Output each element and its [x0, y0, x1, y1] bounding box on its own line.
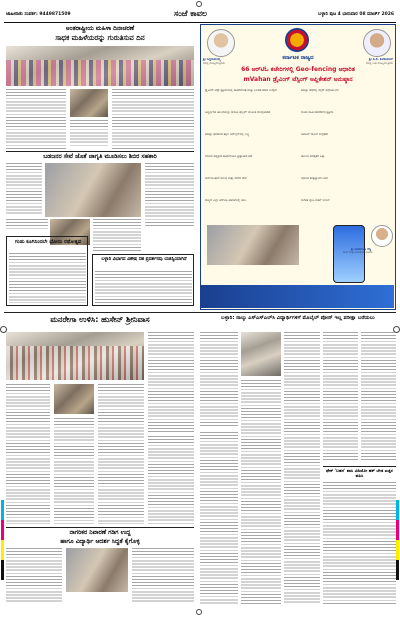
registration-mark-top [196, 1, 202, 7]
dcm-role: ಮಾನ್ಯ ಉಪ ಮುಖ್ಯಮಂತ್ರಿಗಳು [365, 61, 393, 65]
bottom-left-headline-1: ನಾಗರಿಕರ ನಿವಾರಣೆ ಗಡಿಗ ಉದ್ದ [69, 529, 131, 536]
mid-left-headline: ಬಡಜನರ ಸೇವೆ ಜೊತೆ ಜಾಗೃತಿ ಮೂಡಿಸಲು ಶಿಬಿರ ಸಹಕಾರಿ [43, 153, 157, 160]
sslc-text-col1 [200, 332, 238, 428]
divider-bottom-left [6, 527, 194, 528]
registration-mark-bottom [196, 609, 202, 615]
header-date: ಬಳ್ಳಾರಿ ಪುಟ 4 ಭಾನುವಾರ 08 ಮಾರ್ಚ್ 2026 [318, 12, 394, 17]
divider [6, 151, 194, 152]
mnrega-text-col2 [54, 418, 94, 524]
mnrega-text-col1 [6, 384, 50, 524]
ad-point: ಮಾನವ ಹಸ್ತಕ್ಷೇಪ ಕಡಿಮೆಗೊಳಿಸಿ ಭ್ರಷ್ಟಾಚಾರ ತಡೆ [205, 155, 252, 158]
ad-title-line2: mVahan ಡ್ರೈವಿಂಗ್ ಟೆಸ್ಟಿಂಗ್ ಅಪ್ಲಿಕೇಶನ್ ಅನುಷ್ಠಾನ [243, 76, 353, 83]
ad-point: ಚಾಲನಾ ಸುರಕ್ಷತೆಗೆ ಒತ್ತು [301, 155, 325, 158]
ballari-box-headline: ಬಳ್ಳಾರಿ ವಿಭಾಗದ ವಿಶೇಷ ಸಹ ಪ್ರದರ್ಶನವು ಯಶಸ್ವಿಯಾಗಿದೆ [101, 257, 187, 262]
cm-name: ಶ್ರೀ ಸಿದ್ದರಾಮಯ್ಯ [203, 57, 221, 61]
top-left-headline-1: ಅಂತರಾಷ್ಟ್ರೀಯ ಮಹಿಳಾ ದಿನಾಚರಣೆ [65, 25, 135, 32]
header-ad-contact: ಜಾಹೀರಾತು ಸಂಪರ್ಕ: 9449871509 [6, 12, 71, 17]
ad-point: ಆಧುನಿಕ ತಂತ್ರಜ್ಞಾನದ ಬಳಕೆ [301, 177, 328, 180]
ad-point: ಪರೀಕ್ಷಾ ಪಥದಲ್ಲಿ ಸೆನ್ಸರ್ ಆಧಾರಿತ ನಿಗಾ [301, 89, 339, 92]
ad-point: ಪರೀಕ್ಷಾ ಫಲಿತಾಂಶ ತಕ್ಷಣ ಆನ್‌ಲೈನ್‌ನಲ್ಲಿ ಲಭ್ಯ [205, 133, 250, 136]
sslc-list-col4 [323, 332, 358, 462]
women-day-text-col3 [112, 89, 194, 149]
cm-portrait [207, 29, 235, 57]
ad-point: ರಾಜ್ಯದ ಎಲ್ಲಾ ಆರ್‌ಟಿಓ ಕಚೇರಿಗಳಲ್ಲಿ ಜಾರಿ [205, 199, 246, 202]
ad-state-title: ಕರ್ನಾಟಕ ರಾಜ್ಯದ [282, 55, 314, 61]
mid-left-text-col1 [6, 163, 42, 215]
band-right-headline: ಬಳ್ಳಾರಿ: ನಾಲ್ಕು ಎಸ್‌ಎಸ್‌ಎಲ್‌ಸಿ ವಿದ್ಯಾರ್ಥಿಗಳಿಗೆ ಮೊಬೈಲ್ ಪೋನ್ ಇಲ್ಲ ಪರೀಕ್ಷಾ ಬರೆಯಲು [221, 315, 375, 321]
women-day-inset-photo [70, 89, 108, 117]
ad-title-line1: 66 ಆರ್‌ಟಿಓ ಕಚೇರಿಗಳಲ್ಲಿ Geo-fencing ಆಧಾರಿತ [241, 66, 355, 73]
rathotsava-text [9, 253, 86, 303]
masthead: ಸಂಜೆ ಕಾವಲ [174, 8, 208, 18]
band-rule [4, 312, 396, 313]
minister-role: ಸಾರಿಗೆ ಮತ್ತು ಮುಜರಾಯಿ ಸಚಿವರು [343, 251, 373, 254]
ad-points-right [301, 89, 391, 221]
mnrega-inset-photo [54, 384, 94, 414]
sslc-list-col5 [361, 332, 396, 462]
ad-rto-photo [207, 225, 299, 265]
cmyk-strip-right [396, 500, 399, 580]
mnrega-photo-people [6, 346, 144, 380]
band-left-headline: ಮನರೇಗಾ ಉಳಿಸಿ: ಹುಸೇನ್ ಶ್ರೀನಿವಾಸ [50, 315, 150, 324]
bottom-left-headline-2: ಹಾಗೂ ವಿದ್ಯಾರ್ಥಿ ಆದರ್ಶ ಸಿದ್ಧತೆ ಕೈಗೊಳ್ಳಿ [60, 538, 140, 545]
mnrega-text-col3 [98, 384, 144, 524]
dcm-portrait [363, 29, 391, 57]
header-bar [4, 8, 396, 23]
mnrega-text-col4 [148, 436, 194, 524]
sslc-photo [241, 332, 281, 376]
ad-point: ಡಿಜಿಟಲ್ ದಾಖಲೆ ಸಂಗ್ರಹಣೆ [301, 133, 328, 136]
top-left-headline-2: ಸಾಧಕ ಮಹಿಳೆಯರನ್ನು ಗುರುತಿಸುವ ದಿನ [55, 34, 145, 42]
bottom-left-text-col1 [6, 548, 62, 604]
women-day-photo-people [6, 60, 194, 86]
rathotsava-box [6, 236, 88, 306]
ad-points-left [205, 89, 295, 221]
ad-bottom-band [201, 285, 394, 308]
camp-photo [45, 163, 141, 217]
mid-left-text-col3 [93, 219, 141, 251]
ballari-box-text [95, 271, 192, 303]
bottom-left-text-col2 [132, 548, 194, 604]
ad-point: ದೂರು ರಹಿತ ಪಾರದರ್ಶಕ ಪ್ರಕ್ರಿಯೆ [301, 111, 334, 114]
minister-name: ಶ್ರೀ ರಾಮಲಿಂಗಾ ರೆಡ್ಡಿ [351, 247, 372, 251]
cmyk-strip-left [1, 500, 4, 580]
right-column-text [323, 482, 396, 604]
rathotsava-headline: ಗಂಡು ಕೂಗಿನಿಂದಲೇ ಭೋದು ರಥೋತ್ಸವ [14, 239, 82, 245]
sslc-text-col1b [200, 432, 238, 604]
mid-left-text-col2 [145, 163, 194, 227]
ad-point: ಅಭ್ಯರ್ಥಿಗಳ ಚಾಲನೆಯನ್ನು ಜಿಯೋ ಫೆನ್ಸಿಂಗ್ ಮೂಲಕ ಮೇಲ್ವಿಚಾರಣೆ [205, 111, 271, 114]
cm-role: ಮಾನ್ಯ ಮುಖ್ಯಮಂತ್ರಿಗಳು [203, 61, 225, 65]
mnrega-text-right [148, 332, 194, 432]
ad-phone-icon [333, 225, 365, 283]
meeting-photo [66, 548, 128, 592]
ballari-box [92, 254, 194, 306]
minister-portrait [371, 225, 393, 247]
ad-point: ಡ್ರೈವಿಂಗ್ ಟೆಸ್ಟ್ ಪ್ರಕ್ರಿಯೆಯಲ್ಲಿ ಪಾರದರ್ಶಕತೆ ಮತ್ತು ನಿಖರತೆ ತರುವ ಉದ್ದೇಶ [205, 89, 277, 92]
dcm-name: ಶ್ರೀ ಡಿ.ಕೆ. ಶಿವಕುಮಾರ್ [368, 57, 393, 61]
transport-ad [200, 24, 396, 310]
ad-point: ಸಾರ್ವಜನಿಕರಿಗೆ ಸುಲಭ ಮತ್ತು ವೇಗದ ಸೇವೆ [205, 177, 247, 180]
divider-right-col [323, 466, 396, 467]
mid-left-text-under-photo [6, 219, 48, 231]
women-day-text-col1 [6, 89, 66, 149]
right-column-headline: ಫೇಕ್ 'ಬಹಳ' ವಾಸಿ ವಿಡಿಯೋ ಹಕ್ ಬೇಡ ಎಚ್ಚರ ವಹಿಸಿ [326, 468, 393, 479]
govt-seal-icon [285, 28, 309, 52]
women-day-text-col2 [70, 120, 108, 148]
ad-point: ನಾಗರಿಕ ಸ್ನೇಹಿ ಸಾರಿಗೆ ಇಲಾಖೆ [301, 199, 330, 202]
sslc-text-col2 [241, 380, 281, 604]
sslc-list-col3 [284, 332, 320, 604]
